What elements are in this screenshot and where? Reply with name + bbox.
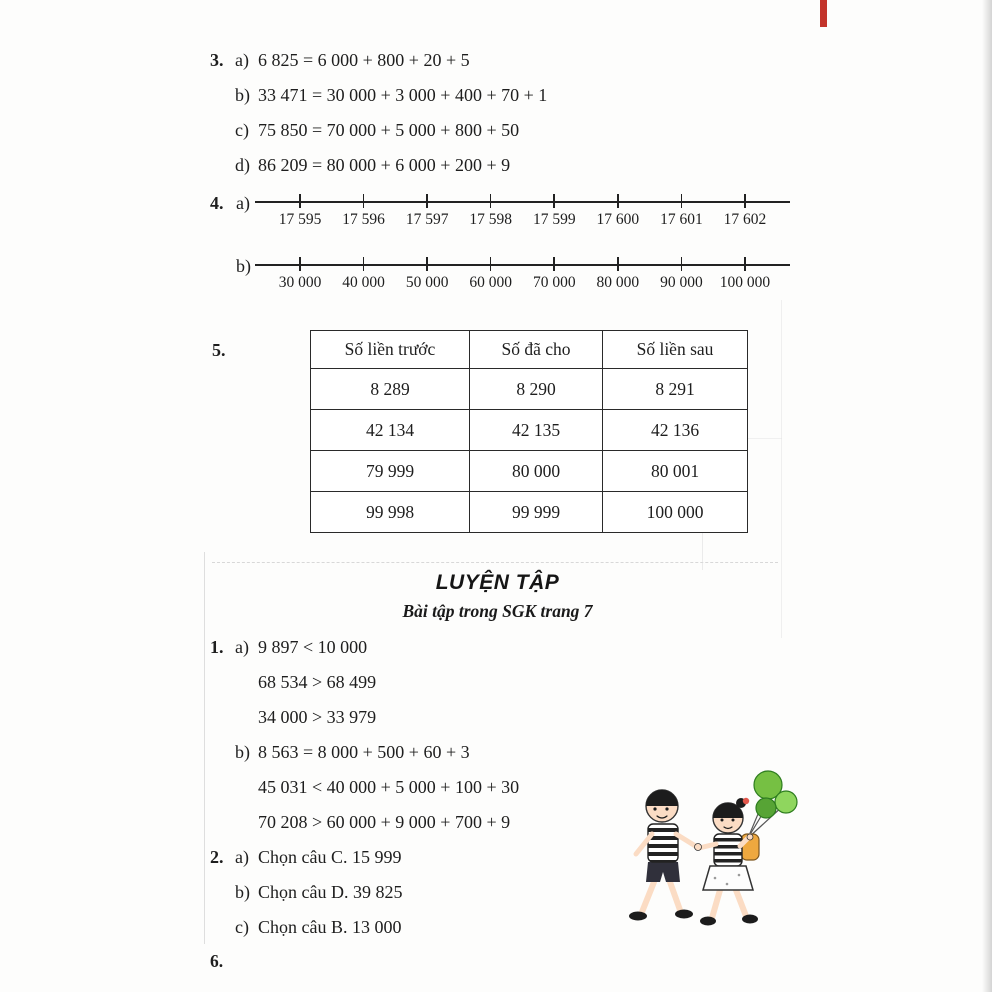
bleed-through-line: [212, 562, 778, 563]
tick: 17 599: [523, 192, 585, 229]
table-row: [311, 369, 748, 410]
part-marker: a): [235, 847, 249, 867]
problem-number: 1.: [210, 637, 224, 657]
problem-number: 2.: [210, 847, 224, 867]
table-row: [311, 492, 748, 533]
part-marker: a): [235, 637, 249, 657]
tick: 40 000: [333, 255, 395, 292]
table-header: Số đã cho: [470, 331, 603, 369]
section-subtitle: Bài tập trong SGK trang 7: [402, 601, 593, 621]
table-cell: 80 000: [470, 451, 603, 492]
number-line-axis: [255, 201, 790, 203]
answer-text: Chọn câu C. 15 999: [258, 847, 402, 867]
children-walking-illustration: [600, 760, 810, 955]
tick: 60 000: [460, 255, 522, 292]
tick: 80 000: [587, 255, 649, 292]
table-cell: 80 001: [603, 451, 748, 492]
tick: 17 596: [333, 192, 395, 229]
problem-number: 3.: [210, 50, 224, 70]
table-cell: 8 290: [470, 369, 603, 410]
part-marker: b): [235, 85, 250, 105]
part-marker: c): [235, 917, 249, 937]
table-header: Số liền trước: [311, 331, 470, 369]
table-cell: 42 135: [470, 410, 603, 451]
problem-3: [210, 50, 547, 190]
problem-2: [210, 847, 402, 952]
number-line-b: [255, 255, 790, 292]
part-marker: b): [236, 256, 251, 276]
table-cell: 8 289: [311, 369, 470, 410]
equation-text: 33 471 = 30 000 + 3 000 + 400 + 70 + 1: [258, 85, 548, 105]
problem-line: [210, 155, 547, 190]
tick: 17 602: [714, 192, 776, 229]
equation-text: 68 534 > 68 499: [258, 672, 377, 692]
problem-line: [210, 847, 402, 882]
problem5-table: [310, 330, 748, 533]
problem-line: [210, 917, 402, 952]
equation-text: 75 850 = 70 000 + 5 000 + 800 + 50: [258, 120, 520, 140]
problem-line: [210, 812, 519, 847]
tick: 90 000: [650, 255, 712, 292]
equation-text: 86 209 = 80 000 + 6 000 + 200 + 9: [258, 155, 511, 175]
tick: 17 600: [587, 192, 649, 229]
problem-line: [210, 672, 519, 707]
answer-text: Chọn câu D. 39 825: [258, 882, 403, 902]
page-edge-shadow: [982, 0, 992, 992]
problem-1: [210, 637, 519, 847]
table-cell: 99 999: [470, 492, 603, 533]
part-marker: c): [235, 120, 249, 140]
table-cell: 100 000: [603, 492, 748, 533]
equation-text: 6 825 = 6 000 + 800 + 20 + 5: [258, 50, 470, 70]
problem-number: 5.: [212, 340, 226, 360]
problem-line: [210, 707, 519, 742]
problem-line: [210, 85, 547, 120]
part-marker: a): [235, 50, 249, 70]
problem-line: [210, 742, 519, 777]
girl-figure: [699, 798, 759, 926]
red-bookmark-mark: [820, 0, 827, 27]
problem-line: [210, 120, 547, 155]
tick: 30 000: [269, 255, 331, 292]
boy-figure: [629, 790, 702, 921]
part-marker: d): [235, 155, 250, 175]
equation-text: 9 897 < 10 000: [258, 637, 368, 657]
answer-text: Chọn câu B. 13 000: [258, 917, 402, 937]
table-row: [311, 451, 748, 492]
part-marker: a): [236, 193, 250, 213]
equation-text: 45 031 < 40 000 + 5 000 + 100 + 30: [258, 777, 520, 797]
table-row: [311, 410, 748, 451]
equation-text: 70 208 > 60 000 + 9 000 + 700 + 9: [258, 812, 511, 832]
problem-line: [210, 50, 547, 85]
part-marker: b): [235, 742, 250, 762]
scan-fold-line: [204, 552, 205, 944]
tick: 70 000: [523, 255, 585, 292]
table-cell: 79 999: [311, 451, 470, 492]
page-number: 6.: [210, 951, 224, 971]
tick: 17 601: [650, 192, 712, 229]
children-walking-illustration: [600, 760, 810, 950]
tick: 50 000: [396, 255, 458, 292]
equation-text: 8 563 = 8 000 + 500 + 60 + 3: [258, 742, 470, 762]
table-cell: 42 136: [603, 410, 748, 451]
problem-line: [210, 882, 402, 917]
table-cell: 99 998: [311, 492, 470, 533]
number-line-a: [255, 192, 790, 229]
table-cell: 42 134: [311, 410, 470, 451]
table-header: Số liền sau: [603, 331, 748, 369]
tick: 17 597: [396, 192, 458, 229]
number-line-axis: [255, 264, 790, 266]
table-cell: 8 291: [603, 369, 748, 410]
table-header-row: [311, 331, 748, 369]
tick: 17 598: [460, 192, 522, 229]
section-title: LUYỆN TẬP: [435, 571, 560, 594]
tick: 17 595: [269, 192, 331, 229]
problem-number: 4.: [210, 193, 224, 213]
green-balloons-icon: [748, 771, 797, 838]
equation-text: 34 000 > 33 979: [258, 707, 377, 727]
problem-line: [210, 637, 519, 672]
tick: 100 000: [714, 255, 776, 292]
part-marker: b): [235, 882, 250, 902]
problem-line: [210, 777, 519, 812]
